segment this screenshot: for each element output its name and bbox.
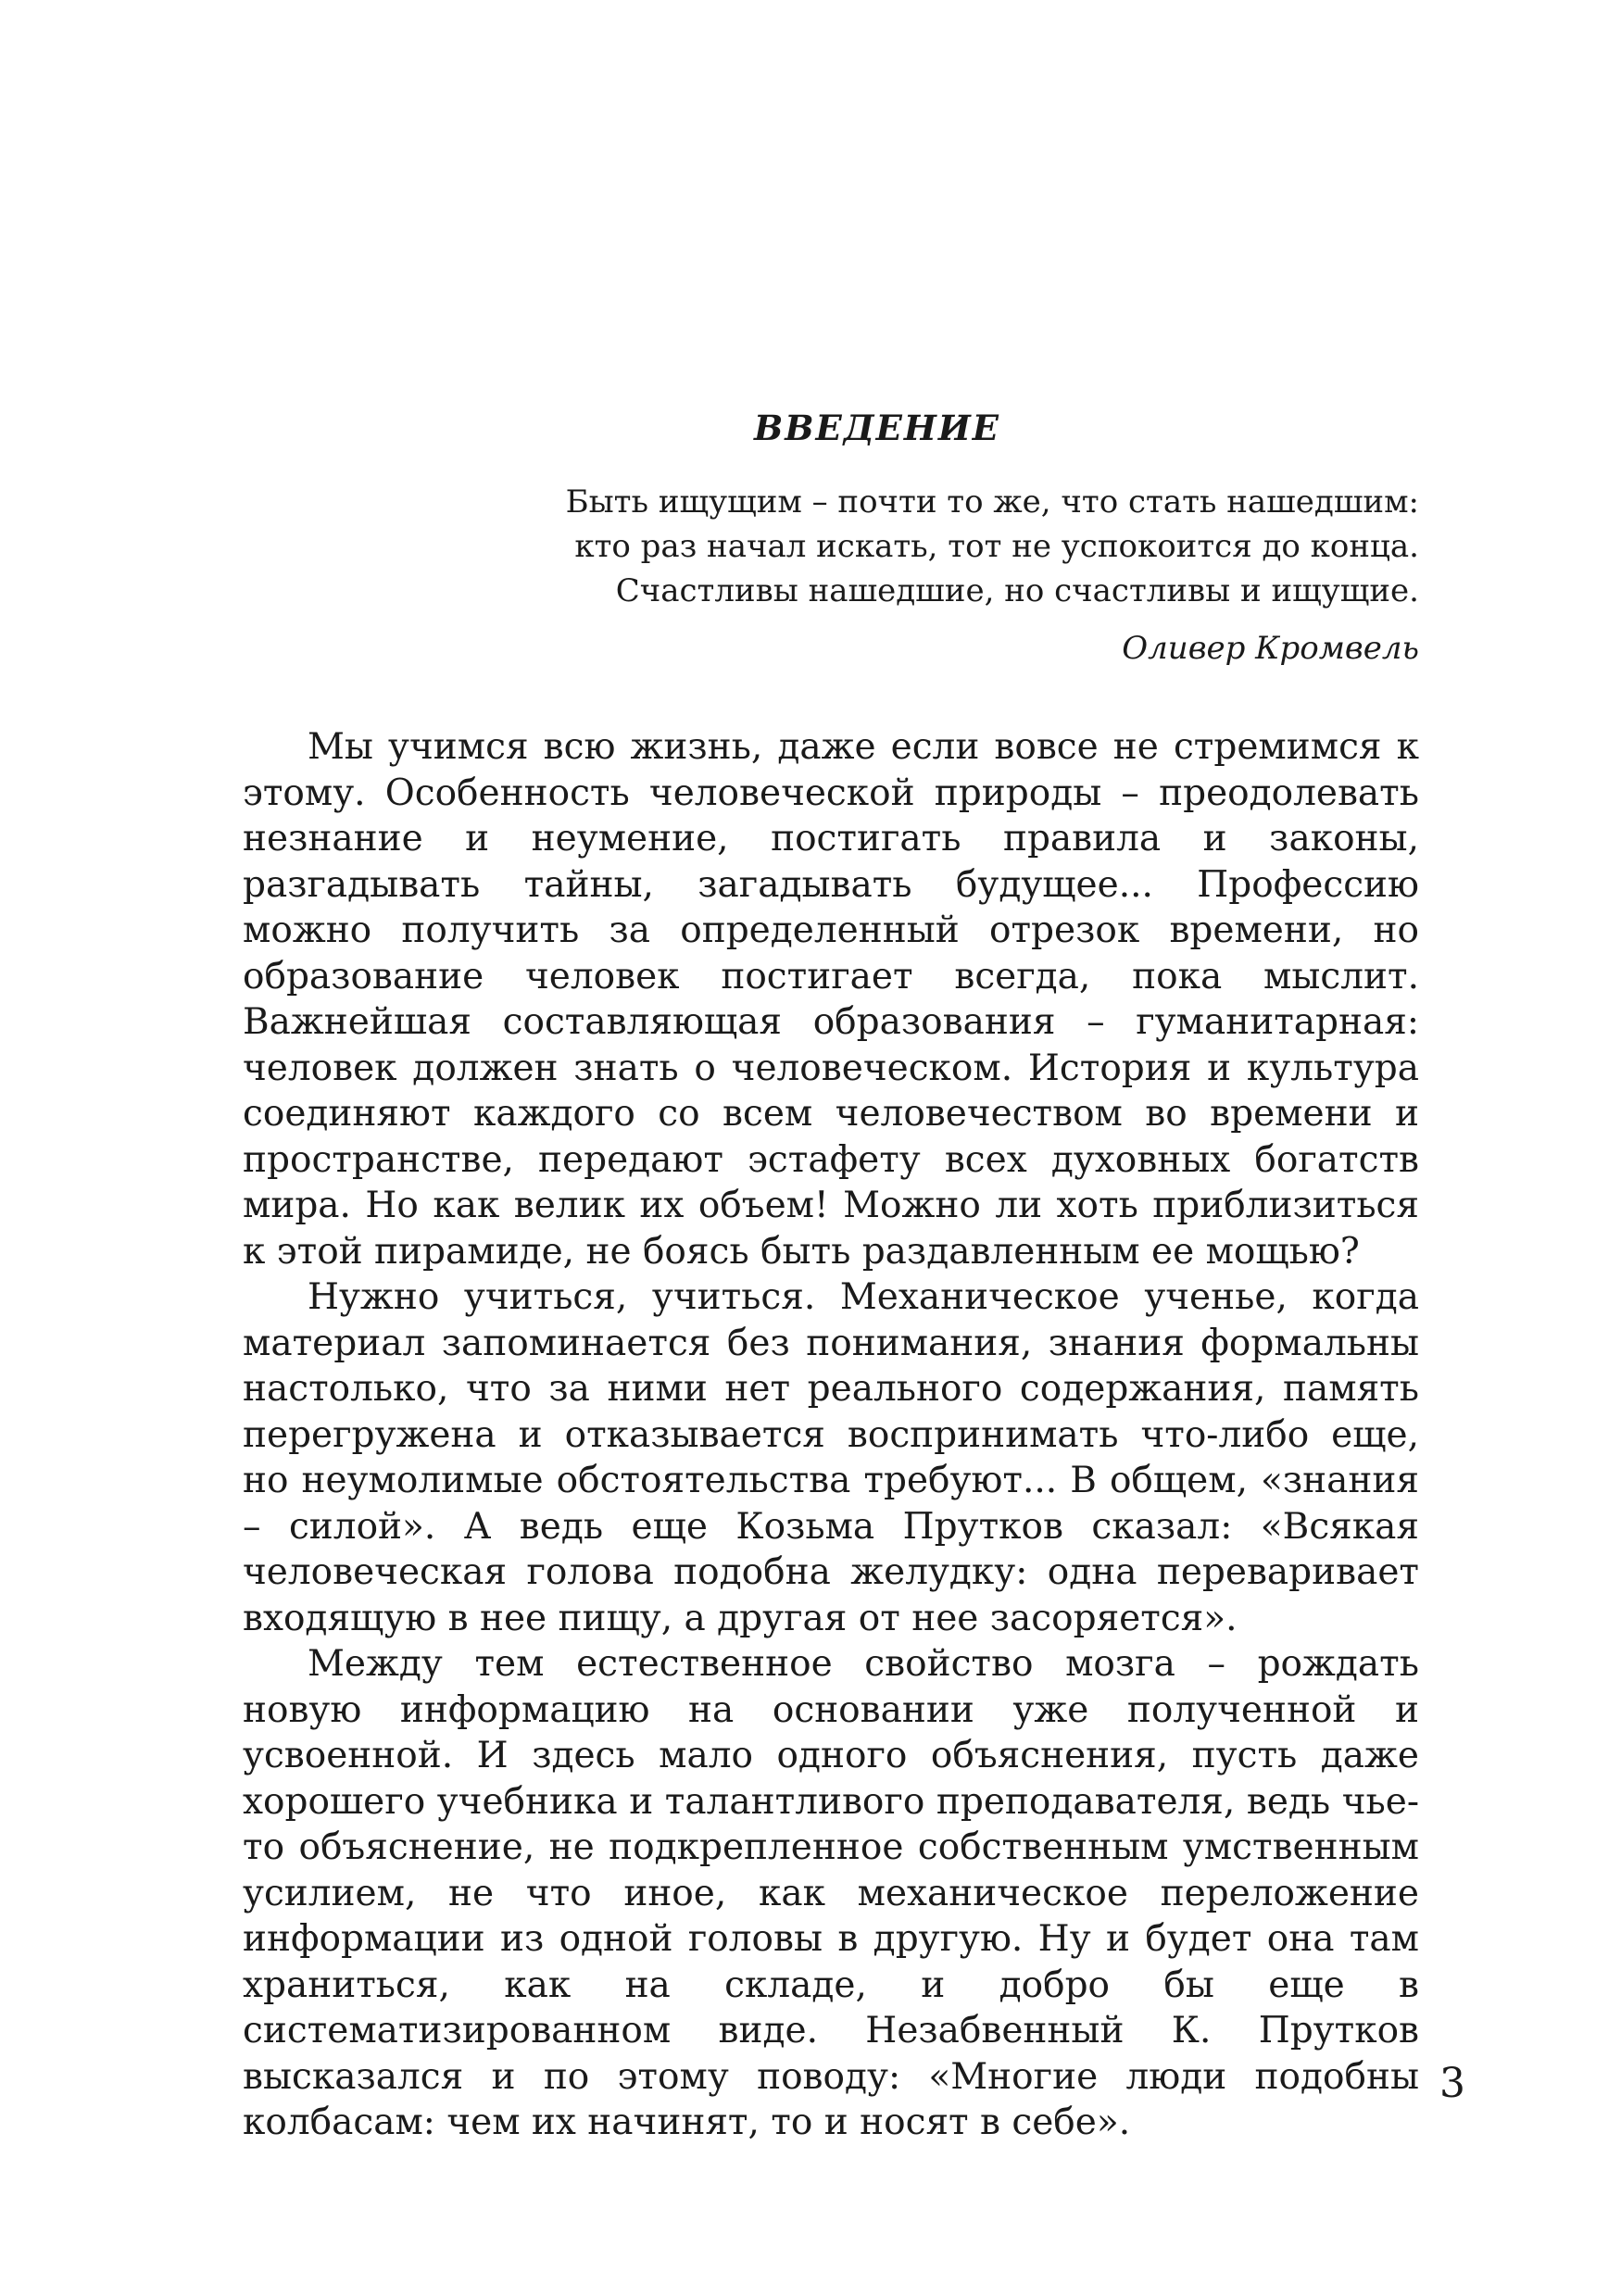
epigraph-author: Оливер Кромвель bbox=[1122, 630, 1419, 667]
epigraph-line: Счастливы нашедшие, но счастливы и ищущие. bbox=[615, 572, 1419, 609]
page-number: 3 bbox=[1439, 2060, 1465, 2107]
body-text bbox=[243, 724, 1419, 2146]
epigraph-line: Быть ищущим – почти то же, что стать нашедшим: bbox=[565, 483, 1419, 521]
paragraph: Мы учимся всю жизнь, даже если вовсе не стремимся к этому. Особенность человеческой природы – преодолевать незнание и неумение, постигать правила и законы, разгадывать тайны, загадывать будущее... Профессию можно получить за определенный отрезок времени, но образование человек постигает всегда, пока мыслит. Важнейшая составляющая образования – гуманитарная: человек должен знать о человеческом. История и культура соединяют каждого со всем человечеством во времени и пространстве, передают эстафету всех духовных богатств мира. Но как велик их объем! Можно ли хоть приблизиться к этой пирамиде, не боясь быть раздавленным ее мощью? bbox=[243, 726, 1419, 1273]
epigraph bbox=[243, 480, 1419, 671]
page-content bbox=[243, 408, 1419, 2146]
page-title: ВВЕДЕНИЕ bbox=[754, 408, 1000, 448]
epigraph-line: кто раз начал искать, тот не успокоится до конца. bbox=[574, 528, 1419, 565]
paragraph: Нужно учиться, учиться. Механическое ученье, когда материал запоминается без понимания, знания формальны настолько, что за ними нет реального содержания, память перегружена и отказывается воспринимать что-либо еще, но неумолимые обстоятельства требуют... В общем, «знания – силой». А ведь еще Козьма Прутков сказал: «Всякая человеческая голова подобна желудку: одна переваривает входящую в нее пищу, а другая от нее засоряется». bbox=[243, 1276, 1419, 1639]
paragraph: Между тем естественное свойство мозга – рождать новую информацию на основании уже полученной и усвоенной. И здесь мало одного объяснения, пусть даже хорошего учебника и талантливого преподавателя, ведь чье-то объяснение, не подкрепленное собственным умственным усилием, не что иное, как механическое переложение информации из одной головы в другую. Ну и будет она там храниться, как на складе, и добро бы еще в систематизированном виде. Незабвенный К. Прутков высказался и по этому поводу: «Многие люди подобны колбасам: чем их начинят, то и носят в себе». bbox=[243, 1643, 1419, 2143]
